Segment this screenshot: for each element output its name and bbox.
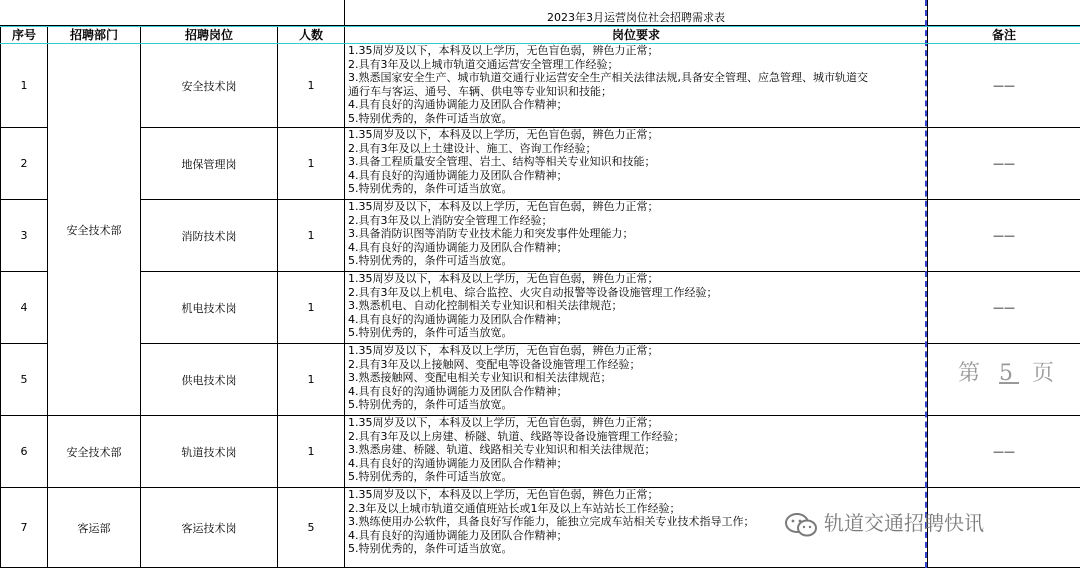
req-line: 3.熟练使用办公软件，具备良好写作能力，能独立完成车站相关专业技术指导工作；	[348, 515, 755, 529]
req-line: 4.具有良好的沟通协调能力及团队合作精神；	[348, 98, 568, 112]
req-line: 5.特别优秀的，条件可适当放宽。	[348, 254, 513, 268]
req-line: 3.具备工程质量安全管理、岩土、结构等相关专业知识和技能；	[348, 155, 656, 169]
req-line: 2.3年及以上城市轨道交通值班站长或1年及以上车站站长工作经验；	[348, 501, 681, 515]
row-remark: ——	[928, 128, 1080, 200]
table-row	[1, 416, 1080, 488]
row-no: 4	[1, 272, 48, 344]
row-requirements	[345, 272, 928, 344]
row-requirements	[345, 44, 928, 128]
row-count: 5	[278, 488, 345, 568]
req-line: 1.35周岁及以下，本科及以上学历，无色盲色弱，辨色力正常；	[348, 272, 659, 285]
row-position: 消防技术岗	[141, 200, 278, 272]
header-position: 招聘岗位	[141, 26, 278, 44]
req-line: 4.具有良好的沟通协调能力及团队合作精神；	[348, 312, 568, 326]
req-line: 2.具有3年及以上土建设计、施工、咨询工作经验；	[348, 141, 597, 155]
req-line: 2.具有3年及以上机电、综合监控、火灾自动报警等设备设施管理工作经验；	[348, 285, 718, 299]
row-remark: ——	[928, 272, 1080, 344]
req-line: 1.35周岁及以下，本科及以上学历，无色盲色弱，辨色力正常；	[348, 128, 659, 141]
table-row	[1, 272, 1080, 344]
table-row	[1, 128, 1080, 200]
req-line: 2.具有3年及以上城市轨道交通运营安全管理工作经验；	[348, 57, 619, 71]
req-line: 5.特别优秀的，条件可适当放宽。	[348, 542, 513, 556]
req-line: 4.具有良好的沟通协调能力及团队合作精神；	[348, 168, 568, 182]
row-count: 1	[278, 128, 345, 200]
req-line: 3.熟悉房建、桥隧、轨道、线路相关专业知识和相关法律规范；	[348, 443, 656, 457]
req-line: 1.35周岁及以下，本科及以上学历，无色盲色弱，辨色力正常；	[348, 200, 659, 213]
row-no: 7	[1, 488, 48, 568]
page-number: 5	[999, 361, 1020, 386]
req-line: 通行车与客运、通号、车辆、供电等专业知识和技能；	[348, 84, 612, 98]
row-no: 2	[1, 128, 48, 200]
row-count: 1	[278, 44, 345, 128]
req-line: 5.特别优秀的，条件可适当放宽。	[348, 182, 513, 196]
row-remark: ——	[928, 44, 1080, 128]
req-line: 1.35周岁及以下，本科及以上学历，无色盲色弱，辨色力正常；	[348, 44, 659, 57]
table-row	[1, 200, 1080, 272]
req-line: 3.熟悉机电、自动化控制相关专业知识和相关法律规范；	[348, 299, 623, 313]
row-position: 地保管理岗	[141, 128, 278, 200]
req-line: 2.具有3年及以上消防安全管理工作经验；	[348, 213, 553, 227]
row-count: 1	[278, 416, 345, 488]
row-requirements	[345, 416, 928, 488]
req-line: 3.熟悉国家安全生产、城市轨道交通行业运营安全生产相关法律法规,具备安全管理、应急管理、城市轨道交	[348, 71, 868, 85]
wechat-icon	[784, 512, 818, 538]
row-no: 3	[1, 200, 48, 272]
row-count: 1	[278, 200, 345, 272]
req-line: 3.熟悉接触网、变配电相关专业知识和相关法律规范；	[348, 371, 612, 385]
page-number-watermark	[958, 356, 1060, 387]
req-line: 5.特别优秀的，条件可适当放宽。	[348, 470, 513, 484]
dept-cell-safety-1: 安全技术部	[48, 44, 141, 416]
req-line: 5.特别优秀的，条件可适当放宽。	[348, 398, 513, 412]
row-requirements	[345, 200, 928, 272]
header-remark: 备注	[928, 26, 1080, 44]
req-line: 1.35周岁及以下，本科及以上学历，无色盲色弱，辨色力正常；	[348, 344, 659, 357]
row-requirements	[345, 344, 928, 416]
row-requirements	[345, 128, 928, 200]
row-no: 5	[1, 344, 48, 416]
req-line: 1.35周岁及以下，本科及以上学历，无色盲色弱，辨色力正常；	[348, 488, 659, 501]
header-no: 序号	[1, 26, 48, 44]
req-line: 1.35周岁及以下，本科及以上学历，无色盲色弱，辨色力正常；	[348, 416, 659, 429]
row-remark: ——	[928, 200, 1080, 272]
header-requirements: 岗位要求	[345, 26, 928, 44]
row-remark: ——	[928, 416, 1080, 488]
dept-cell-passenger: 客运部	[48, 488, 141, 568]
header-dept: 招聘部门	[48, 26, 141, 44]
req-line: 4.具有良好的沟通协调能力及团队合作精神；	[348, 456, 568, 470]
table-row	[1, 44, 1080, 128]
req-line: 2.具有3年及以上房建、桥隧、轨道、线路等设备设施管理工作经验；	[348, 429, 685, 443]
req-line: 2.具有3年及以上接触网、变配电等设备设施管理工作经验；	[348, 357, 641, 371]
page-suffix: 页	[1032, 361, 1061, 386]
header-count: 人数	[278, 26, 345, 44]
req-line: 3.具备消防识图等消防专业技术能力和突发事件处理能力；	[348, 227, 634, 241]
table-title: 2023年3月运营岗位社会招聘需求表	[345, 0, 928, 26]
req-line: 4.具有良好的沟通协调能力及团队合作精神；	[348, 240, 568, 254]
req-line: 4.具有良好的沟通协调能力及团队合作精神；	[348, 528, 568, 542]
req-line: 5.特别优秀的，条件可适当放宽。	[348, 326, 513, 340]
row-position: 供电技术岗	[141, 344, 278, 416]
brand-watermark	[784, 507, 984, 538]
page-prefix: 第	[958, 361, 987, 386]
req-line: 4.具有良好的沟通协调能力及团队合作精神；	[348, 384, 568, 398]
req-line: 5.特别优秀的，条件可适当放宽。	[348, 111, 513, 125]
row-position: 安全技术岗	[141, 44, 278, 128]
row-no: 1	[1, 44, 48, 128]
brand-text: 轨道交通招聘快讯	[824, 511, 984, 535]
row-count: 1	[278, 344, 345, 416]
title-row	[1, 0, 1080, 26]
row-position: 轨道技术岗	[141, 416, 278, 488]
row-no: 6	[1, 416, 48, 488]
row-position: 客运技术岗	[141, 488, 278, 568]
row-count: 1	[278, 272, 345, 344]
dept-cell-safety-2: 安全技术部	[48, 416, 141, 488]
row-position: 机电技术岗	[141, 272, 278, 344]
table-row	[1, 344, 1080, 416]
header-row	[1, 26, 1080, 44]
